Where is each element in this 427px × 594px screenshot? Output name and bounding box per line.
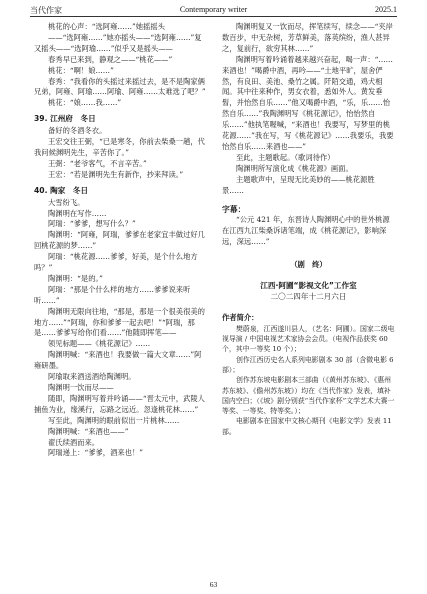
subtitle-text: “公元 421 年，东晋诗人陶渊明心中的世外桃源在江西九江柴桑诉诸笔端，成《桃花源记》，影响深远，深远……” xyxy=(222,215,390,247)
script-paragraph: 春秀：“我看你的头摇过来摇过去，是不是陶家俩兄弟，阿雍、阿瑜……阿瑜、阿雍……太难选了吧？” xyxy=(34,76,206,97)
journal-name-english: Contemporary writer xyxy=(179,5,248,14)
script-paragraph: 陶渊明一饮而尽—— xyxy=(48,383,114,392)
issue-number: 2025.1 xyxy=(375,5,397,14)
script-paragraph: 主题歌声中，呈现无比美妙的——桃花源胜景…… xyxy=(222,174,375,195)
right-column-body xyxy=(222,22,395,197)
bio-paragraph: 电影剧本在国家中文核心期刊《电影文学》发表 11 部。 xyxy=(222,417,392,436)
script-paragraph: 陶渊明无限向往地，“那是，那是一个很美很美的地方……”“阿瑞，你和爹爹一起去吧！”“阿瑞，那是……爹爹写给你们看……”他随即挥笔—— xyxy=(34,306,205,338)
bio-paragraph: 樊蔚泉，江西遂川县人，（艺名：阿圃）。国家二级电视导演 / 中国电视艺术家协会会员。（电视作品获奖 60 个，其中一等奖 10 个）； xyxy=(222,324,395,354)
script-paragraph: 陶渊明：“阿雍，阿瑞，爹爹在老家宜丰做过好几回桃花源的梦……” xyxy=(34,230,205,251)
bio-paragraph: 创作江西历史名人系列电影剧本 30 部（含微电影 6 部）； xyxy=(222,355,394,374)
script-paragraph: 至此，主题歌起。（歌词待作） xyxy=(236,152,335,162)
end-mark: （剧 终） xyxy=(290,260,327,270)
script-paragraph: 阿瑜取来酒送酒给陶渊明。 xyxy=(48,372,136,382)
script-paragraph: 翟氏续酒而来。 xyxy=(48,437,100,447)
script-paragraph: 王宏：“若是渊明先生有新作，抄来拜读。” xyxy=(48,169,184,179)
journal-name: 当代作家 xyxy=(30,6,62,15)
script-paragraph: 桃花：“啊！娘……” xyxy=(48,65,114,75)
left-column xyxy=(34,22,207,459)
script-paragraph: 领见标题——《桃花源记》…… xyxy=(48,339,151,349)
script-paragraph: ——“选阿雍……”她亦摇头——“选阿雍……”复又摇头——“选阿瑜……”似乎又是摇头—— xyxy=(34,32,202,53)
author-bio xyxy=(222,324,395,437)
studio-name: 江西·阿圃“影视文化”工作室 xyxy=(260,281,357,291)
script-paragraph: 陶渊明写着吟诵着越来越兴奋起，喝一声：“……来酒也！”喝爵中酒，再吟——“土地平旷，屋舍俨然，有良田、美池、桑竹之属。阡陌交通，鸡犬相闻。其中往来种作，男女衣着，悉如外人。黄发垂髫，并怡然自乐……”他又喝爵中酒，“乐，乐……怡然自乐……”我陶渊明写《桃花源记》，怡怡然自乐……”他执笔喔喊，“来酒也！我要写，写梦里的桃花源……”我在写，写《桃花源记》……我要乐，我要怡然自乐……来酒也——” xyxy=(222,54,394,151)
script-paragraph: 陶渊明喊：“来酒也！我要做一篇大文章……”阿雍研墨。 xyxy=(34,350,202,371)
studio-date: 二〇二四年十二月六日 xyxy=(270,291,347,301)
script-paragraph: 阿瑞：“桃花源……爹爹，好美，是个什么地方吗？” xyxy=(34,252,198,273)
scene-heading: 39. 江州府 冬日 xyxy=(34,114,96,124)
script-paragraph: 王弼：“老爷客气，不言辛苦。” xyxy=(48,158,147,168)
script-paragraph: 陶渊明在写作…… xyxy=(48,208,107,218)
subtitle-label: 字幕： xyxy=(222,204,246,214)
script-paragraph: 王宏交往王弼，“已是寒冬，你前去柴桑一趟，代我问候渊明先生，辛苦你了。” xyxy=(34,137,205,157)
script-paragraph: 阿瑞：“爹爹，想写什么？” xyxy=(48,219,136,229)
script-paragraph: 随即，陶渊明写着并吟诵——“晋太元中，武陵人捕鱼为业，缘溪行，忘路之远近。忽逢桃花林……” xyxy=(34,393,205,414)
scene-heading: 40. 陶家 冬日 xyxy=(34,185,89,195)
script-paragraph: 陶渊明所写演化成《桃花源》画面。 xyxy=(236,163,353,173)
script-paragraph: 陶渊明喊：“来酒也——” xyxy=(48,426,129,436)
script-paragraph: 陶渊明：“是的。” xyxy=(48,273,103,283)
page-number: 63 xyxy=(209,580,218,589)
bio-paragraph: 创作苏东坡电影剧本三部曲（《黄州苏东坡》、《惠州苏东坡》、《儋州苏东坡》）均在《当代作家》发表，填补国内空白；（《坡》剧分别获“当代作家杯”文学艺术大赛一等奖、一等奖、特等奖。）； xyxy=(222,376,395,416)
script-paragraph: 阿瑞递上：“爹爹，酒来也！” xyxy=(48,448,144,458)
script-paragraph: 陶渊明复又一饮而尽，挥笔续写，续念——“夹岸数百步，中无杂树，芳草鲜美，落英缤纷，渔人甚异之，复前行，欲穷其林……” xyxy=(222,22,393,53)
script-paragraph: 阿瑞：“那是个什么样的地方……爹爹说来听听……” xyxy=(34,284,191,305)
spacer xyxy=(222,197,395,203)
script-paragraph: 春秀早已来到，静观之——“桃花——” xyxy=(48,54,173,64)
bio-heading: 作者简介： xyxy=(222,312,259,322)
script-paragraph: 写至此，陶渊明的眼前似出一片桃林…… xyxy=(48,415,180,425)
script-paragraph: 备好的冬酒冬衣。 xyxy=(48,126,107,136)
script-paragraph: 大雪纷飞。 xyxy=(48,197,85,207)
right-column xyxy=(222,22,395,437)
script-paragraph: 桃花：“娘……我……” xyxy=(48,98,122,108)
header-rule xyxy=(30,16,397,17)
script-paragraph: 桃花的心声：“选阿雍……”她摇摇头 xyxy=(48,22,165,31)
